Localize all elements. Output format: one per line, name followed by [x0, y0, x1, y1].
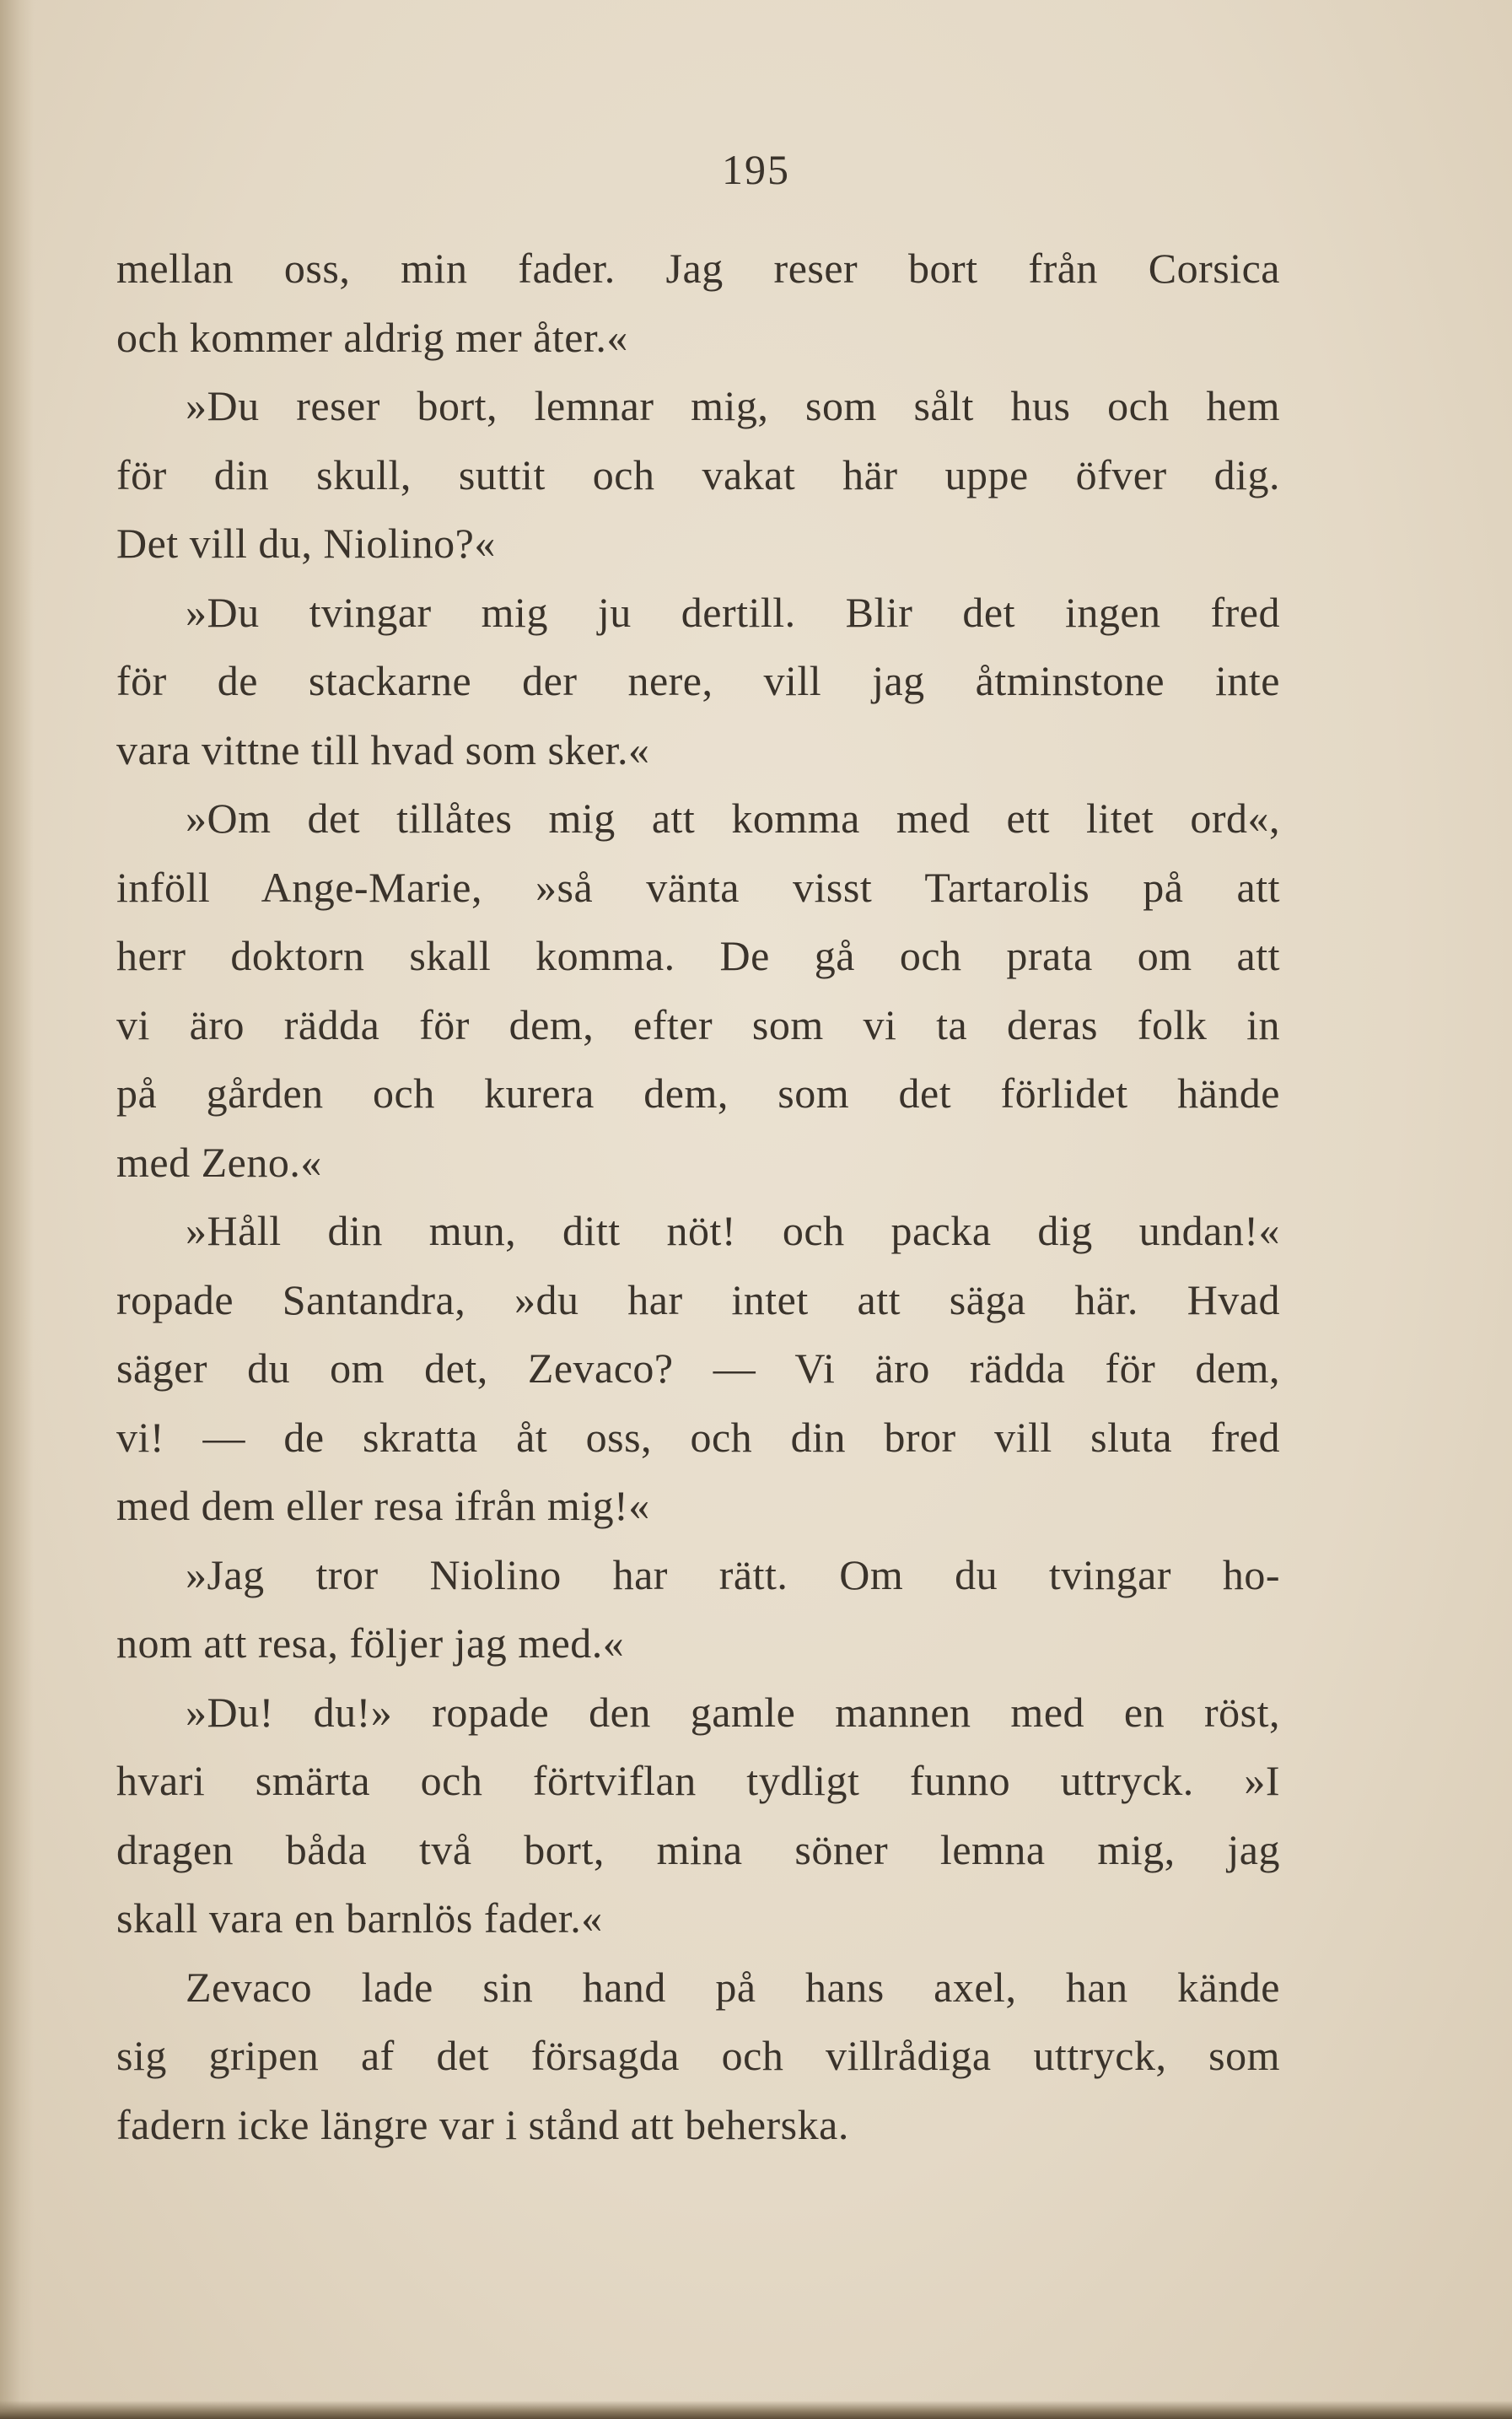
text-line: för din skull, suttit och vakat här uppe öfver dig. — [116, 450, 1280, 498]
text-line: mellan oss, min fader. Jag reser bort från Corsica — [116, 245, 1280, 292]
text-line: »Jag tror Niolino har rätt. Om du tvingar ho- — [186, 1550, 1280, 1598]
text-line: för de stackarne der nere, vill jag åtminstone inte — [116, 657, 1280, 704]
text-line: säger du om det, Zevaco? — Vi äro rädda för dem, — [116, 1344, 1280, 1392]
text-line: på gården och kurera dem, som det förlidet hände — [116, 1069, 1280, 1117]
text-line: Det vill du, Niolino?« — [116, 520, 496, 567]
text-line: inföll Ange-Marie, »så vänta visst Tartarolis på att — [116, 863, 1280, 911]
text-line: med dem eller resa ifrån mig!« — [116, 1482, 650, 1529]
text-line: sig gripen af det försagda och villrådiga uttryck, som — [116, 2032, 1280, 2079]
text-line: ropade Santandra, »du har intet att säga här. Hvad — [116, 1275, 1280, 1323]
text-line: herr doktorn skall komma. De gå och prata om att — [116, 932, 1280, 979]
text-line: »Du reser bort, lemnar mig, som sålt hus och hem — [186, 382, 1280, 429]
text-line: vi! — de skratta åt oss, och din bror vill sluta fred — [116, 1413, 1280, 1461]
text-line: »Håll din mun, ditt nöt! och packa dig undan!« — [186, 1207, 1280, 1254]
spine-shadow — [0, 0, 34, 2419]
text-line: »Du! du!» ropade den gamle mannen med en röst, — [186, 1688, 1280, 1736]
text-line: fadern icke längre var i stånd att beherska. — [116, 2100, 849, 2148]
text-line: dragen båda två bort, mina söner lemna mig, jag — [116, 1825, 1280, 1873]
text-line: skall vara en barnlös fader.« — [116, 1894, 603, 1942]
page-bottom-edge — [0, 2400, 1512, 2419]
text-line: vi äro rädda för dem, efter som vi ta deras folk in — [116, 1000, 1280, 1048]
body-text — [116, 234, 1280, 2159]
text-line: vara vittne till hvad som sker.« — [116, 725, 650, 773]
text-line: »Du tvingar mig ju dertill. Blir det ingen fred — [186, 588, 1280, 636]
text-line: Zevaco lade sin hand på hans axel, han kände — [186, 1963, 1280, 2011]
text-line: nom att resa, följer jag med.« — [116, 1619, 625, 1667]
text-line: och kommer aldrig mer åter.« — [116, 313, 628, 361]
page-number: 195 — [722, 146, 790, 193]
text-line: »Om det tillåtes mig att komma med ett litet ord«, — [186, 795, 1280, 842]
text-line: med Zeno.« — [116, 1138, 322, 1186]
text-line: hvari smärta och förtviflan tydligt funno uttryck. »I — [116, 1757, 1280, 1804]
